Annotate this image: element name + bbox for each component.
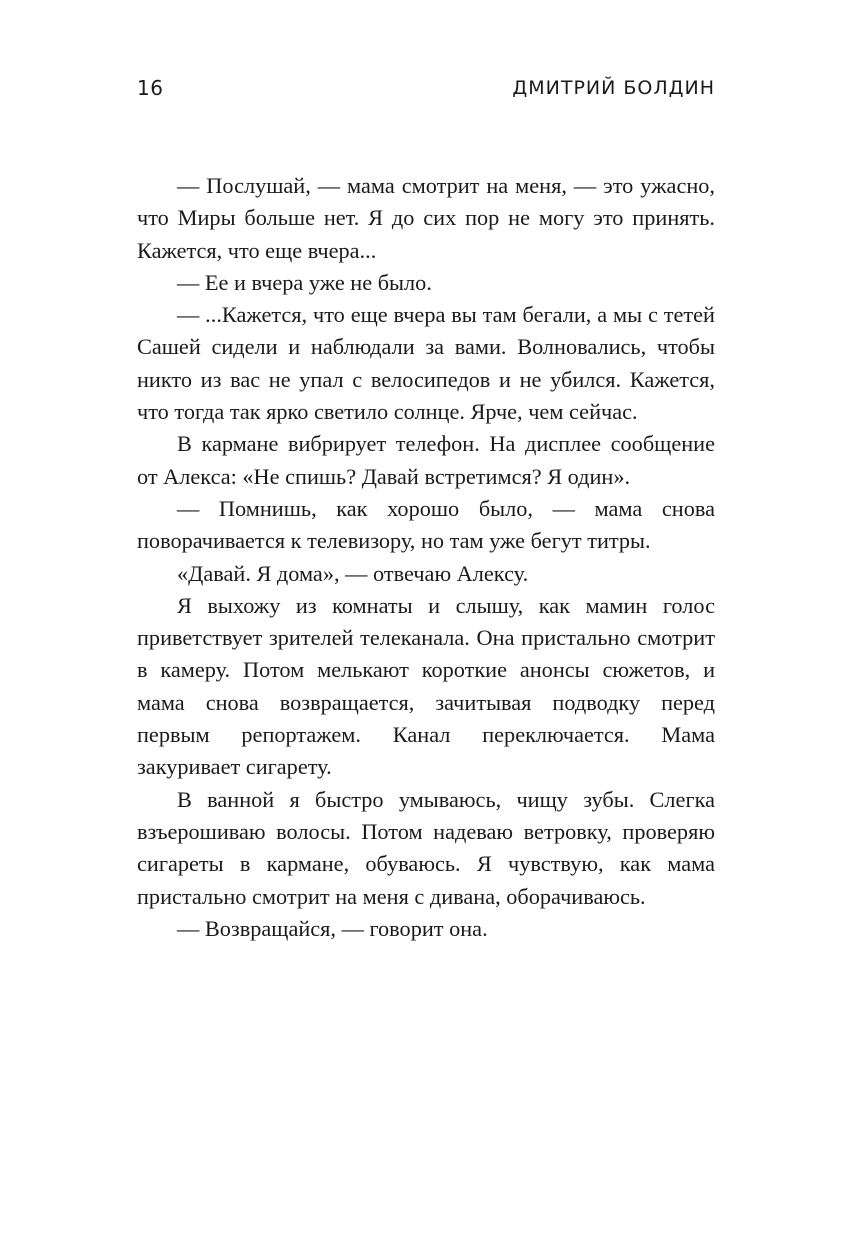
- paragraph: — Послушай, — мама смотрит на меня, — это ужасно, что Миры больше нет. Я до сих пор не могу это принять. Кажется, что еще вчера...: [137, 173, 715, 263]
- paragraph: — Возвращайся, — говорит она.: [177, 915, 488, 941]
- body-text: [137, 170, 715, 945]
- paragraph: — Помнишь, как хорошо было, — мама снова поворачивается к телевизору, но там уже бегут титры.: [137, 495, 715, 554]
- paragraph: «Давай. Я дома», — отвечаю Алексу.: [177, 560, 529, 586]
- running-header: [137, 73, 715, 103]
- paragraph: — ...Кажется, что еще вчера вы там бегали, а мы с тетей Сашей сидели и наблюдали за вами. Волновались, чтобы никто из вас не упал с велосипедов и не убился. Кажется, что тогда так ярко светило солнце. Ярче, чем сейчас.: [137, 302, 715, 425]
- paragraph: — Ее и вчера уже не было.: [177, 269, 432, 295]
- paragraph: В ванной я быстро умываюсь, чищу зубы. Слегка взъерошиваю волосы. Потом надеваю ветровку, проверяю сигареты в кармане, обуваюсь. Я чувствую, как мама пристально смотрит на меня с дивана, оборачиваюсь.: [137, 786, 715, 909]
- paragraph: В кармане вибрирует телефон. На дисплее сообщение от Алекса: «Не спишь? Давай встретимся? Я один».: [137, 431, 715, 489]
- page-number: 16: [137, 76, 164, 100]
- paragraph: Я выхожу из комнаты и слышу, как мамин голос приветствует зрителей телеканала. Она пристально смотрит в камеру. Потом мелькают короткие анонсы сюжетов, и мама снова возвращается, зачитывая подводку перед первым репортажем. Канал переключается. Мама закуривает сигарету.: [137, 592, 715, 780]
- author-name: ДМИТРИЙ БОЛДИН: [512, 77, 715, 99]
